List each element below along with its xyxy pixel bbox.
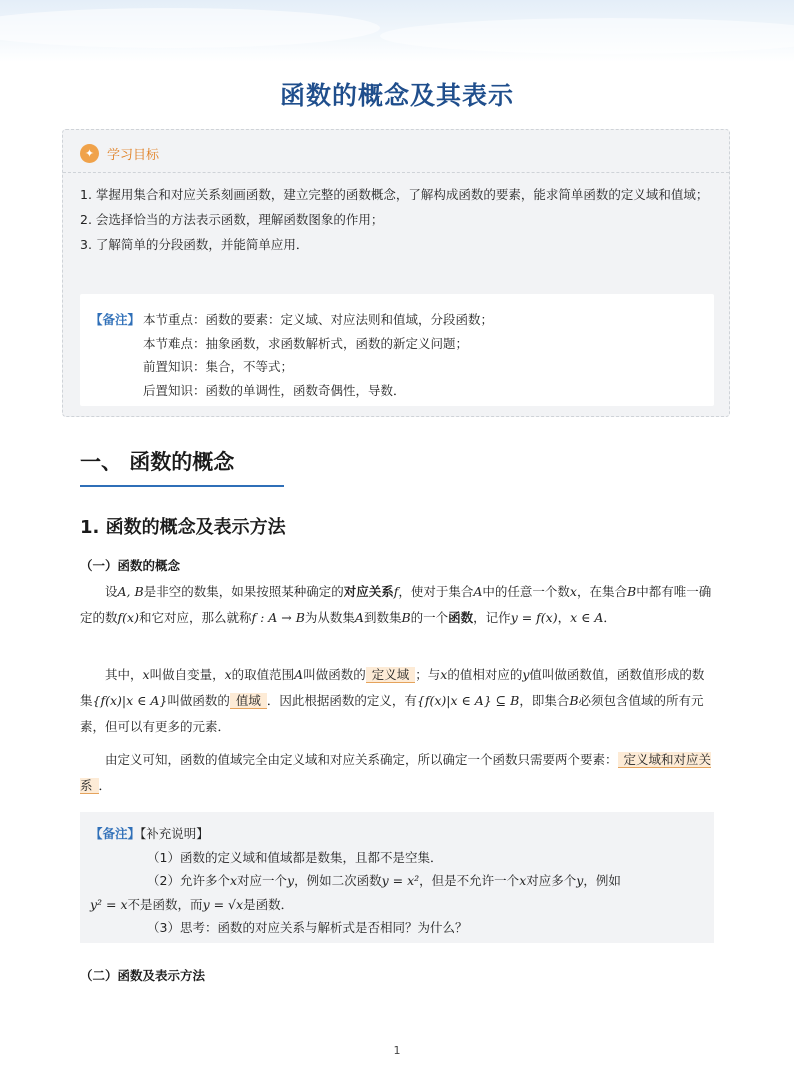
note-tag: 【备注】: [90, 826, 141, 841]
goal-item: 3. 了解简单的分段函数，并能简单应用．: [80, 237, 309, 252]
wave-decoration: [380, 18, 794, 54]
learning-goals-box: [62, 129, 730, 417]
supplement-line: （2）允许多个x对应一个y，例如二次函数y = x²，但是不允许一个x对应多个y，例如: [147, 873, 621, 888]
section-underline: [80, 485, 284, 487]
fill-blank-answer: 定义域: [366, 667, 416, 683]
supplement-heading: 【补充说明】: [140, 826, 209, 841]
part-heading: （二）函数及表示方法: [80, 968, 206, 983]
page-number: 1: [393, 1044, 401, 1057]
supplement-note-box: [80, 812, 714, 943]
goal-item: 2. 会选择恰当的方法表示函数，理解函数图象的作用；: [80, 212, 384, 227]
note-line: 后置知识：函数的单调性，函数奇偶性，导数．: [143, 382, 406, 398]
document-title: 函数的概念及其表示: [279, 81, 514, 110]
supplement-line: （1）函数的定义域和值域都是数集，且都不是空集．: [147, 849, 443, 865]
section-heading: 一、 函数的概念: [80, 450, 235, 474]
learning-goals-header: [63, 130, 729, 173]
learning-goals-label: 学习目标: [107, 148, 160, 163]
note-tag: 【备注】: [90, 312, 141, 327]
fill-blank-answer: 定义域和对应关系: [80, 752, 712, 793]
header-decoration: [0, 0, 794, 62]
note-line: 本节难点：抽象函数，求函数解析式，函数的新定义问题；: [143, 335, 469, 351]
note-line: 本节重点：函数的要素：定义域、对应法则和值域，分段函数；: [143, 312, 494, 327]
goals-note-box: [80, 294, 714, 406]
part-heading: （一）函数的概念: [80, 558, 181, 573]
subsection-heading: 1. 函数的概念及表示方法: [80, 517, 286, 538]
supplement-line: y² = x不是函数，而y = √x是函数．: [90, 896, 294, 912]
definition-paragraph: 设A, B是非空的数集，如果按照某种确定的对应关系f，使对于集合A中的任意一个数x，在集合B中都有唯一确定的数f(x)和它对应，那么就称f : A → B为从数集A到数集B的一个函数，记作y = f(x)，x ∈ A．: [80, 584, 712, 625]
learning-goals-list: [80, 182, 718, 257]
supplement-line: （3）思考：函数的对应关系与解析式是否相同？为什么？: [147, 920, 468, 935]
elements-paragraph: 由定义可知，函数的值域完全由定义域和对应关系确定，所以确定一个函数只需要两个要素： 定义域和对应关系 ．: [80, 752, 712, 793]
wave-decoration: [0, 8, 380, 48]
note-line: 前置知识：集合，不等式；: [143, 359, 294, 374]
fill-blank-answer: 值域: [230, 693, 267, 709]
goal-item: 1. 掌握用集合和对应关系刻画函数，建立完整的函数概念，了解构成函数的要素，能求简单函数的定义域和值域；: [80, 187, 709, 202]
lightbulb-icon: ✦: [80, 144, 99, 163]
domain-range-paragraph: 其中，x叫做自变量，x的取值范围A叫做函数的 定义域 ；与x的值相对应的y值叫做函数值，函数值形成的数集{f(x)|x ∈ A}叫做函数的 值域 ．因此根据函数的定义，有{f(x)|x ∈ A} ⊆ B，即集合B必须包含值域的所有元素，但可以有更多的元素．: [80, 667, 705, 734]
